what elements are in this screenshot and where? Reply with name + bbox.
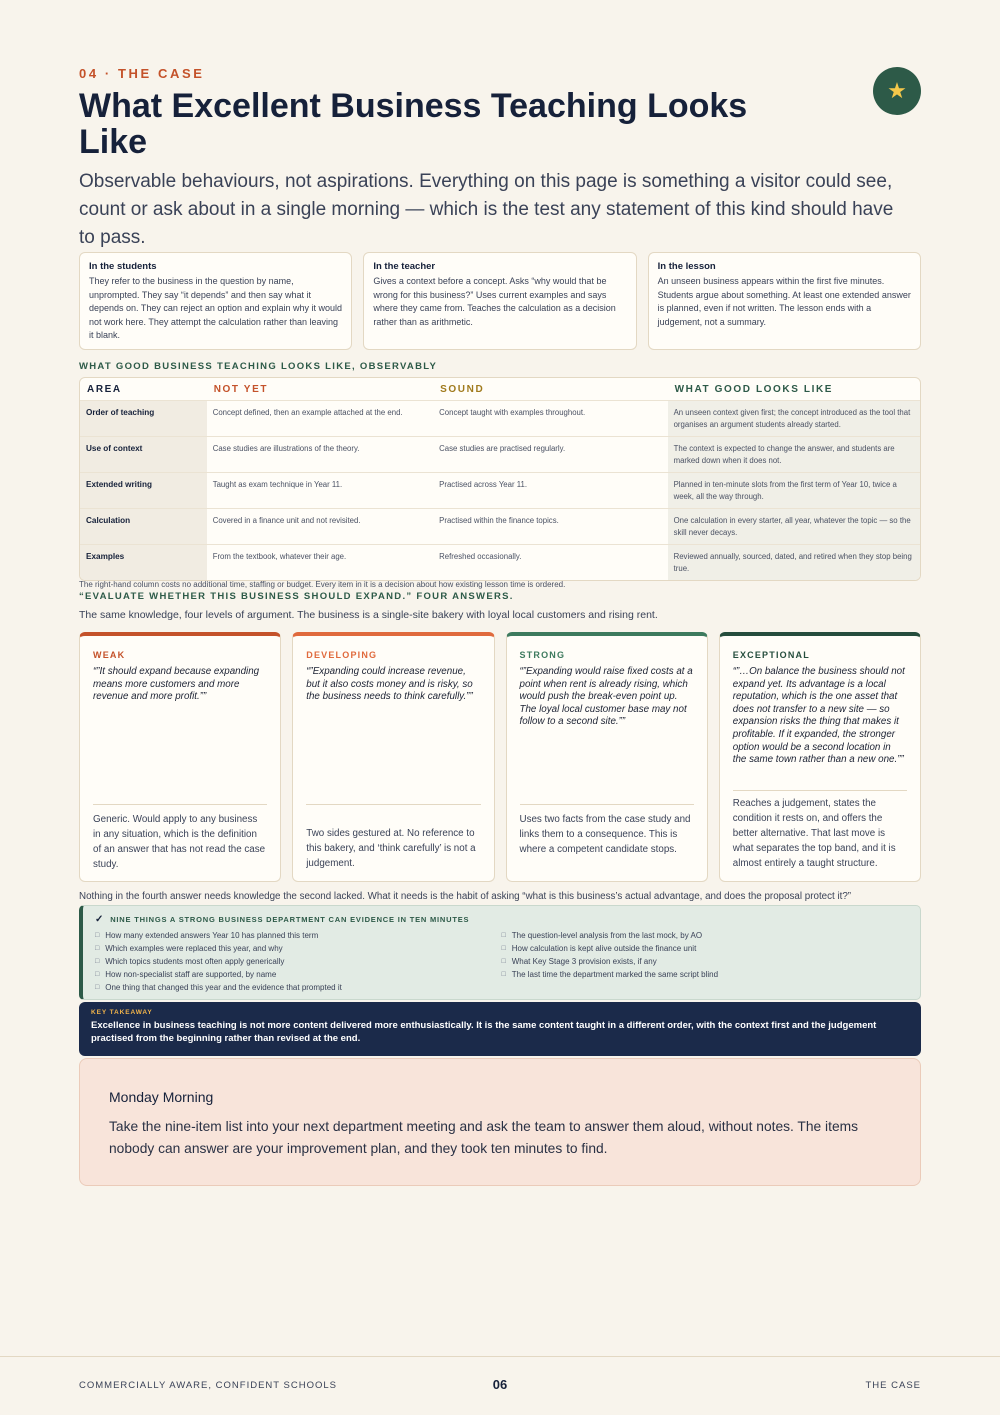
answer-comment: Generic. Would apply to any business in any situation, which is the definition of an answer that has not read the case study. <box>93 814 266 870</box>
checklist-title-text: NINE THINGS A STRONG BUSINESS DEPARTMENT CAN EVIDENCE IN TEN MINUTES <box>110 915 470 924</box>
fourth-answer-note: Nothing in the fourth answer needs knowledge the second lacked. What it needs is the habit of asking “what is this business’s actual advantage, and does the proposal protect it?” <box>79 891 852 902</box>
table-row <box>80 508 920 544</box>
checklist-right-column <box>502 929 909 994</box>
answer-level: DEVELOPING <box>306 650 378 660</box>
table-row <box>80 544 920 580</box>
key-takeaway-text: Excellence in business teaching is not more content delivered more enthusiastically. It is the same content taught in a different order, with the context first and the judgement practised from the beginning rather than revised at the end. <box>91 1020 877 1044</box>
evaluate-subtitle: The same knowledge, four levels of argument. The business is a single-site bakery with loyal local customers and rising rent. <box>79 609 658 621</box>
observation-card-body: Gives a context before a concept. Asks “why would that be wrong for this business?” Uses current examples and says where they came from. Teaches the calculation as a decision rather than as arithmetic. <box>373 276 616 327</box>
table-cell-area: Calculation <box>80 509 207 544</box>
checklist-columns <box>95 929 908 994</box>
table-row <box>80 400 920 436</box>
evidence-checklist <box>79 905 921 1000</box>
table-cell-good: An unseen context given first; the concept introduced as the tool that organises an argument students already started. <box>668 401 920 436</box>
column-header-area: AREA <box>87 383 122 395</box>
table-cell-sound: Refreshed occasionally. <box>439 552 522 561</box>
table-cell-area: Order of teaching <box>80 401 207 436</box>
answer-divider <box>93 804 267 805</box>
answer-quote: “”Expanding could increase revenue, but it also costs money and is risky, so the business needs to think carefully.”” <box>306 666 473 703</box>
answer-divider <box>306 804 480 805</box>
footer-section: THE CASE <box>865 1380 921 1391</box>
table-cell-good: Planned in ten-minute slots from the first term of Year 10, twice a week, all the way through. <box>668 473 920 508</box>
table-note: The right-hand column costs no additional time, staffing or budget. Every item in it is a decision about how existing lesson time is ordered. <box>79 580 566 589</box>
observation-card-body: An unseen business appears within the first five minutes. Students argue about something. At least one extended answer is planned, even if not written. The lesson ends with a judgement, not a summary. <box>657 276 911 327</box>
footer-publication: COMMERCIALLY AWARE, CONFIDENT SCHOOLS <box>79 1380 338 1391</box>
checkbox-icon: □ <box>95 984 100 991</box>
key-takeaway-box <box>79 1002 921 1056</box>
answer-card-developing <box>292 632 494 882</box>
table-cell-good: One calculation in every starter, all year, whatever the topic — so the skill never decays. <box>668 509 920 544</box>
table-cell-sound: Practised within the finance topics. <box>439 516 559 525</box>
table-cell-not-yet: Case studies are illustrations of the theory. <box>212 444 360 453</box>
answer-comment: Uses two facts from the case study and links them to a consequence. This is where a competent candidate stops. <box>519 814 691 855</box>
table-cell-not-yet: Concept defined, then an example attached at the end. <box>212 408 403 417</box>
answer-level: EXCEPTIONAL <box>732 650 810 660</box>
answer-quote: “”Expanding would raise fixed costs at a point when rent is already rising, which would push the break-even point up. The loyal local customer base may not follow to a second site.”” <box>519 666 693 728</box>
checklist-item-text: How many extended answers Year 10 has planned this term <box>105 931 319 940</box>
monday-morning-box <box>79 1058 921 1186</box>
checklist-item-text: What Key Stage 3 provision exists, if any <box>511 957 657 966</box>
checklist-item-text: The last time the department marked the same script blind <box>511 970 719 979</box>
answer-divider <box>733 790 907 791</box>
observation-card-teacher <box>363 252 636 350</box>
monday-morning-text: Take the nine-item list into your next department meeting and ask the team to answer them aloud, without notes. The items nobody can answer are your improvement plan, and they took ten minutes to find. <box>109 1119 859 1156</box>
answer-card-strong <box>506 632 708 882</box>
checklist-left-column <box>95 929 502 994</box>
checklist-item <box>95 929 502 942</box>
checkbox-icon: □ <box>95 971 100 978</box>
checklist-item-text: How non-specialist staff are supported, by name <box>105 970 277 979</box>
checklist-item-text: The question-level analysis from the last mock, by AO <box>511 931 703 940</box>
checklist-item <box>95 981 502 994</box>
observation-card-title: In the teacher <box>373 261 436 272</box>
table-cell-area: Use of context <box>80 437 207 472</box>
column-header-good: WHAT GOOD LOOKS LIKE <box>674 383 834 395</box>
table-cell-sound: Concept taught with examples throughout. <box>439 408 586 417</box>
checklist-item <box>95 968 502 981</box>
answer-quote: “”…On balance the business should not expand yet. Its advantage is a local reputation, which is the one asset that does not transfer to a new site — so expansion risks the thing that makes it profitable. If it expanded, the stronger option would be a second location in the same town rather than a new one.”” <box>732 666 905 766</box>
checkbox-icon: □ <box>501 958 506 965</box>
observation-card-title: In the students <box>89 261 157 272</box>
evaluate-section-label: “EVALUATE WHETHER THIS BUSINESS SHOULD EXPAND.” FOUR ANSWERS. <box>79 591 514 602</box>
table-cell-area: Examples <box>80 545 207 580</box>
key-takeaway-label: KEY TAKEAWAY <box>91 1009 153 1016</box>
checkbox-icon: □ <box>501 932 506 939</box>
observation-card-body: They refer to the business in the question by name, unprompted. They say “it depends” and then say what it depends on. They can reject an option and explain why it would not work here. They attempt the calculation rather than leaving it blank. <box>89 276 343 340</box>
answer-cards <box>79 632 921 882</box>
answer-card-weak <box>79 632 281 882</box>
checklist-item <box>95 942 502 955</box>
checklist-item <box>502 968 909 981</box>
section-eyebrow: 04 · THE CASE <box>79 66 205 81</box>
checklist-item <box>502 942 909 955</box>
checklist-item-text: Which topics students most often apply generically <box>105 957 285 966</box>
observation-card-lesson <box>648 252 921 350</box>
checklist-item-text: How calculation is kept alive outside the finance unit <box>511 944 697 953</box>
checkbox-icon: □ <box>95 932 100 939</box>
checklist-item <box>502 955 909 968</box>
checkbox-icon: □ <box>95 958 100 965</box>
column-header-sound: SOUND <box>440 383 485 395</box>
table-section-label: WHAT GOOD BUSINESS TEACHING LOOKS LIKE, OBSERVABLY <box>79 361 438 372</box>
checkbox-icon: □ <box>501 945 506 952</box>
answer-level: STRONG <box>519 650 566 660</box>
table-cell-not-yet: Taught as exam technique in Year 11. <box>212 480 343 489</box>
observation-card-students <box>79 252 352 350</box>
table-cell-good: Reviewed annually, sourced, dated, and retired when they stop being true. <box>668 545 920 580</box>
table-cell-sound: Case studies are practised regularly. <box>439 444 566 453</box>
checklist-item <box>502 929 909 942</box>
star-icon: ★ <box>873 67 921 115</box>
table-row <box>80 436 920 472</box>
table-cell-area: Extended writing <box>80 473 207 508</box>
checklist-item <box>95 955 502 968</box>
checkbox-icon: □ <box>501 971 506 978</box>
table-cell-not-yet: From the textbook, whatever their age. <box>212 552 347 561</box>
checklist-item-text: One thing that changed this year and the evidence that prompted it <box>105 983 342 992</box>
answer-comment: Two sides gestured at. No reference to this bakery, and ‘think carefully’ is not a judgement. <box>306 828 476 869</box>
table-cell-good: The context is expected to change the answer, and students are marked down when it does not. <box>668 437 920 472</box>
answer-comment: Reaches a judgement, states the condition it rests on, and offers the better alternative. That last move is what separates the top band, and it is almost entirely a taught structure. <box>732 798 896 869</box>
lead-paragraph: Observable behaviours, not aspirations. Everything on this page is something a visitor could see, count or ask about in a single morning — which is the test any statement of this kind should have to pass. <box>79 171 894 248</box>
column-header-not-yet: NOT YET <box>213 383 269 395</box>
table-header-row <box>80 378 920 400</box>
answer-divider <box>520 804 694 805</box>
page-title: What Excellent Business Teaching Looks Like <box>79 87 748 161</box>
checklist-title <box>95 914 908 925</box>
monday-morning-title: Monday Morning <box>109 1089 214 1105</box>
table-cell-not-yet: Covered in a finance unit and not revisited. <box>212 516 361 525</box>
check-icon: ✓ <box>95 914 105 925</box>
answer-card-exceptional <box>719 632 921 882</box>
checklist-item-text: Which examples were replaced this year, and why <box>105 944 283 953</box>
checkbox-icon: □ <box>95 945 100 952</box>
answer-quote: “”It should expand because expanding means more customers and more revenue and more profit.”” <box>93 666 260 703</box>
footer-divider <box>0 1356 1000 1357</box>
page-number: 06 <box>492 1377 508 1392</box>
answer-level: WEAK <box>93 650 126 660</box>
table-row <box>80 472 920 508</box>
observation-cards <box>79 252 921 350</box>
rubric-table <box>79 377 921 581</box>
table-cell-sound: Practised across Year 11. <box>439 480 527 489</box>
observation-card-title: In the lesson <box>657 261 716 272</box>
